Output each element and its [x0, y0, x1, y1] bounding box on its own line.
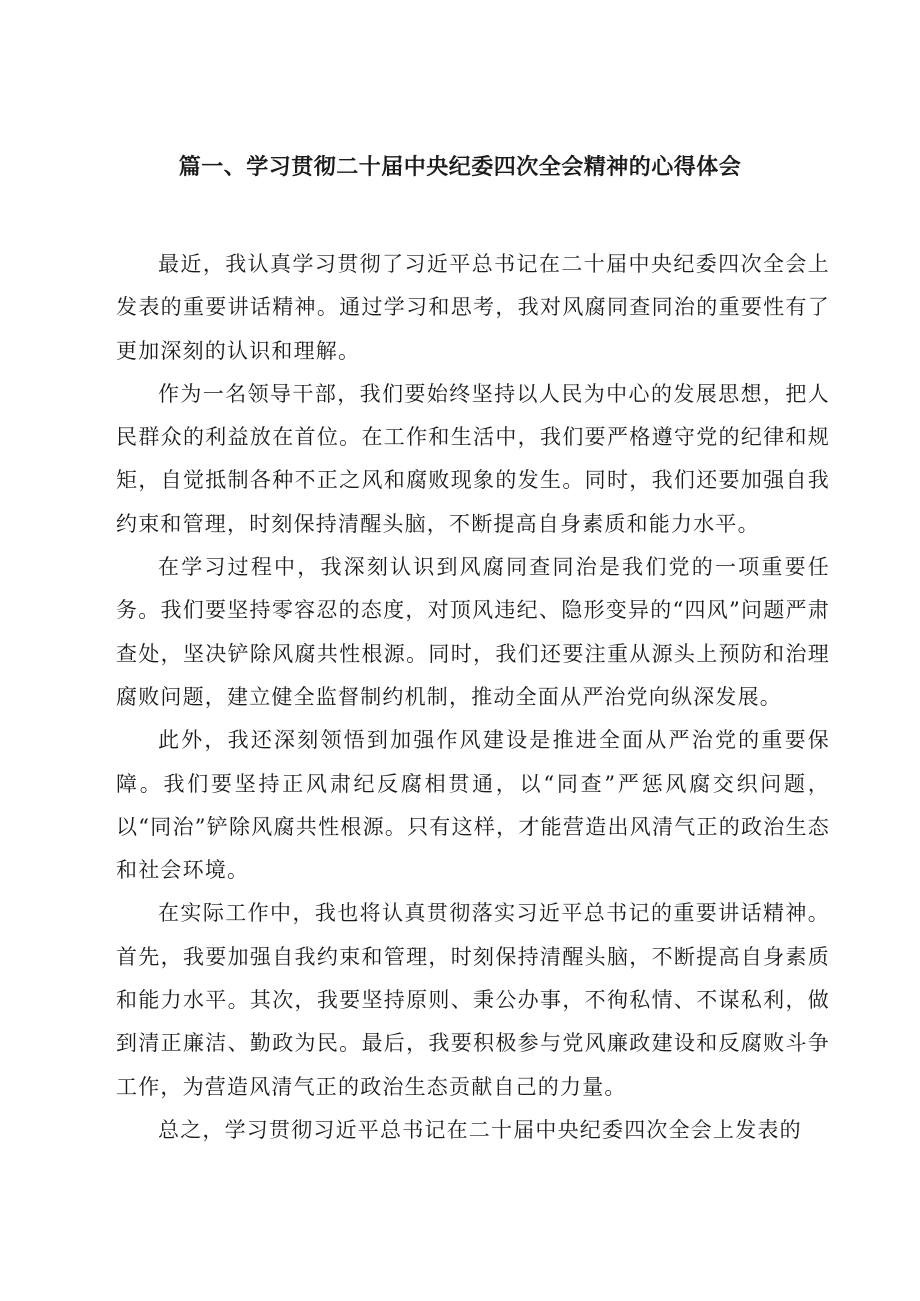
paragraph-4: 此外，我还深刻领悟到加强作风建设是推进全面从严治党的重要保障。我们要坚持正风肃纪反腐相贯通，以“同查”严惩风腐交织问题，以“同治”铲除风腐共性根源。只有这样，才能营造出风清气正的政治生态和社会环境。 — [116, 728, 830, 883]
paragraph-3: 在学习过程中，我深刻认识到风腐同查同治是我们党的一项重要任务。我们要坚持零容忍的态度，对顶风违纪、隐形变异的“四风”问题严肃查处，坚决铲除风腐共性根源。同时，我们还要注重从源头上预防和治理腐败问题，建立健全监督制约机制，推动全面从严治党向纵深发展。 — [116, 555, 830, 709]
paragraph-6: 总之，学习贯彻习近平总书记在二十届中央纪委四次全会上发表的 — [158, 1117, 802, 1142]
paragraph-1: 最近，我认真学习贯彻了习近平总书记在二十届中央纪委四次全会上发表的重要讲话精神。通过学习和思考，我对风腐同查同治的重要性有了更加深刻的认识和理解。 — [116, 252, 830, 363]
paragraph-5: 在实际工作中，我也将认真贯彻落实习近平总书记的重要讲话精神。首先，我要加强自我约束和管理，时刻保持清醒头脑，不断提高自身素质和能力水平。其次，我要坚持原则、秉公办事，不徇私情、不谋私利，做到清正廉洁、勤政为民。最后，我要积极参与党风廉政建设和反腐败斗争工作，为营造风清气正的政治生态贡献自己的力量。 — [116, 901, 830, 1099]
paragraph-2: 作为一名领导干部，我们要始终坚持以人民为中心的发展思想，把人民群众的利益放在首位。在工作和生活中，我们要严格遵守党的纪律和规矩，自觉抵制各种不正之风和腐败现象的发生。同时，我们还要加强自我约束和管理，时刻保持清醒头脑，不断提高自身素质和能力水平。 — [116, 381, 830, 536]
document-body — [116, 243, 830, 1152]
document-title: 篇一、学习贯彻二十届中央纪委四次全会精神的心得体会 — [178, 155, 742, 180]
